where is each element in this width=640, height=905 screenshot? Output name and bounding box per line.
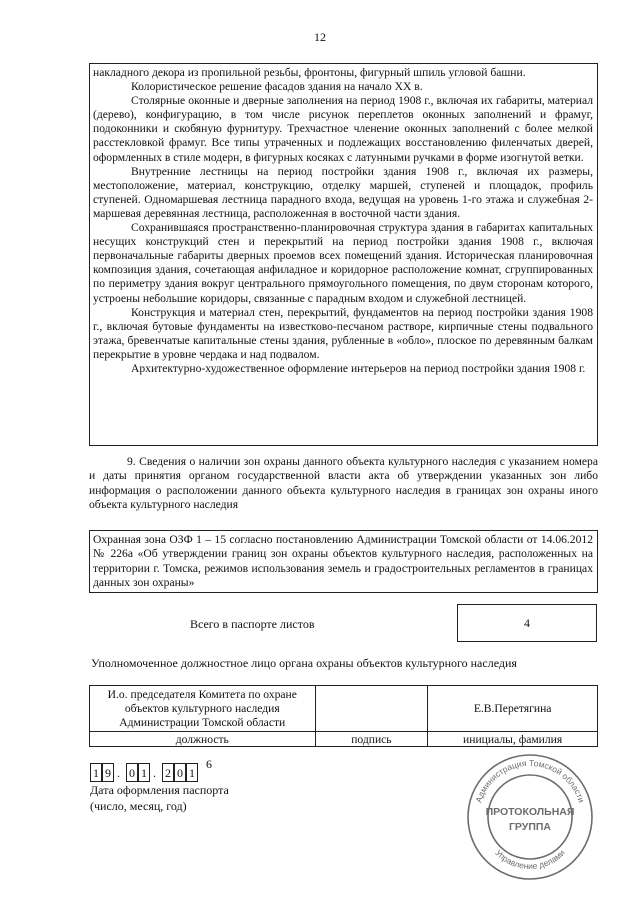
caption-name: инициалы, фамилия xyxy=(428,732,598,747)
date-digit: 2 xyxy=(162,763,174,782)
protection-zone-text: Охранная зона ОЗФ 1 – 15 согласно постановлению Администрации Томской области от 14.06.2012 № 226а «Об утверждении границ зон охраны объектов культурного наследия, расположенных на территории г. Томска, режимов использования земель и градостроительных регламентов в границах данных зон охраны» xyxy=(93,533,593,589)
paragraph: Внутренние лестницы на период постройки здания 1908 г., включая их размеры, местоположение, материал, конструкцию, отделку маршей, ступеней и площадок, профиль ступеней. Одномаршевая лестница парадного входа, ведущая на уровень 1-го этажа и служебная 2-маршевая деревянная лестница, расположенная в восточной части здания. xyxy=(93,164,593,220)
sheets-count-value: 4 xyxy=(457,604,597,642)
protection-subject-box xyxy=(89,63,598,446)
paragraph: Столярные оконные и дверные заполнения на период 1908 г., включая их габариты, материал (дерево), конфигурацию, в том числе рисунок переплетов оконных заполнений и фрамуг, подоконники и скобяную фурнитуру. Трехчастное членение оконных заполнений с более мелкой расстекловкой фрамуг. Все типы утраченных и подлежащих восстановлению филенчатых дверей, оформленных в стиле модерн, в фигурных косяках с латунными ручками в форме изогнутой ветки. xyxy=(93,94,593,164)
stamp-center-line-1: ПРОТОКОЛЬНАЯ xyxy=(485,806,575,818)
date-label-line: (число, месяц, год) xyxy=(90,799,187,813)
signature-cell xyxy=(315,686,428,732)
stamp-ring-top: Администрация Томской области xyxy=(473,757,587,804)
paragraph: Архитектурно-художественное оформление интерьеров на период постройки здания 1908 г. xyxy=(131,361,586,375)
section-9-heading: 9. Сведения о наличии зон охраны данного объекта культурного наследия с указанием номера и даты принятия органом государственной власти акта об утверждении указанных зон либо информация о расположении данного объекта культурного наследия в границах зон охраны иного объекта культурного наследия xyxy=(89,455,598,512)
official-name: Е.В.Перетягина xyxy=(428,686,598,732)
signature-table xyxy=(89,685,598,747)
stamp-center-line-2: ГРУППА xyxy=(508,821,552,833)
date-digit: 1 xyxy=(138,763,150,782)
caption-signature: подпись xyxy=(315,732,428,747)
position-line: И.о. председателя Комитета по охране xyxy=(107,687,297,701)
official-stamp xyxy=(465,752,595,882)
authorized-official-title: Уполномоченное должностное лицо органа охраны объектов культурного наследия xyxy=(91,656,517,670)
page-number: 12 xyxy=(314,30,326,44)
date-separator: . xyxy=(117,766,120,780)
sheets-count-label: Всего в паспорте листов xyxy=(190,617,315,631)
date-digit: 1 xyxy=(90,763,102,782)
date-label-line: Дата оформления паспорта xyxy=(90,783,229,797)
date-digit-handwritten: 6 xyxy=(206,757,212,771)
date-separator: . xyxy=(153,766,156,780)
date-digit: 1 xyxy=(186,763,198,782)
paragraph: Сохранившаяся пространственно-планировочная структура здания в габаритах капитальных несущих конструкций стен и перекрытий на период постройки здания 1908 г., включая первоначальные габариты дверных проемов всех помещений здания. Историческая планировочная композиция здания, сочетающая анфиладное и коридорное расположение комнат, сгруппированных по периметру здания вокруг центрального прямоугольного помещения, по двум сторонам которого, устроены небольшие коридоры, связанные с парадным входом и служебной лестницей. xyxy=(93,221,593,305)
paragraph: Колористическое решение фасадов здания на начало XX в. xyxy=(131,80,423,94)
position-line: объектов культурного наследия xyxy=(124,701,280,715)
protection-zone-box xyxy=(89,530,598,593)
date-digit: 0 xyxy=(126,763,138,782)
date-label xyxy=(90,782,229,814)
caption-position: должность xyxy=(90,732,316,747)
paragraph: накладного декора из пропильной резьбы, фронтоны, фигурный шпиль угловой башни. xyxy=(93,66,526,79)
position-cell xyxy=(90,686,316,732)
date-digit: 0 xyxy=(174,763,186,782)
position-line: Администрации Томской области xyxy=(119,715,286,729)
stamp-ring-bottom: Управление делами xyxy=(493,847,567,872)
paragraph: Конструкция и материал стен, перекрытий, фундаментов на период постройки здания 1908 г., включая бутовые фундаменты на известково-песчаном растворе, кирпичные стены подвального этажа, бревенчатые капитальные стены здания, рубленные в «обло», плоское по деревянным балкам перекрытие в уровне чердака и над подвалом. xyxy=(93,305,593,361)
date-digit: 9 xyxy=(102,763,114,782)
stamp-ring-top-text xyxy=(473,758,587,804)
